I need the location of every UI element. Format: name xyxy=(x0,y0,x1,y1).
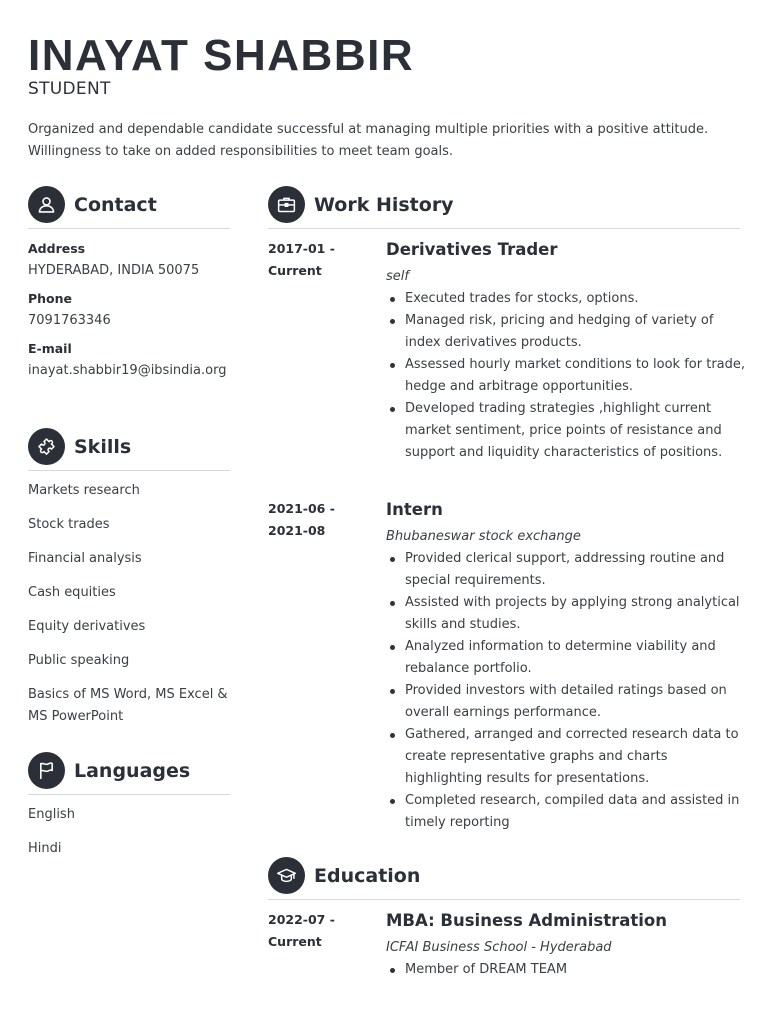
company-name: self xyxy=(386,269,409,284)
person-icon xyxy=(28,186,65,223)
bullet-item: Executed trades for stocks, options. xyxy=(386,288,746,310)
education-bullets xyxy=(386,959,746,981)
bullet-item: Completed research, compiled data and assisted in timely reporting xyxy=(386,790,746,834)
phone-value: 7091763346 xyxy=(28,313,111,328)
work-history-section-header xyxy=(268,186,740,229)
job-bullets xyxy=(386,548,746,834)
address-label: Address xyxy=(28,241,86,256)
school-name: ICFAI Business School - Hyderabad xyxy=(386,940,612,955)
candidate-role: STUDENT xyxy=(28,79,111,99)
skill-item: Cash equities xyxy=(28,585,116,600)
bullet-item: Gathered, arranged and corrected research data to create representative graphs and charts highlighting results for presentations. xyxy=(386,724,746,790)
skills-list xyxy=(28,480,233,740)
email-value: inayat.shabbir19@ibsindia.org xyxy=(28,363,227,378)
date-start: 2022-07 - xyxy=(268,912,335,927)
phone-label: Phone xyxy=(28,291,73,306)
education-title: Education xyxy=(314,864,421,887)
date-end: Current xyxy=(268,934,322,949)
bullet-item: Assisted with projects by applying strong analytical skills and studies. xyxy=(386,592,746,636)
bullet-item: Member of DREAM TEAM xyxy=(386,959,746,981)
flag-icon xyxy=(28,752,65,789)
contact-section-header xyxy=(28,186,230,229)
bullet-item: Developed trading strategies ,highlight current market sentiment, price points of resistance and support and liquidity characteristics of positions. xyxy=(386,398,746,464)
bullet-item: Analyzed information to determine viability and rebalance portfolio. xyxy=(386,636,746,680)
candidate-name: INAYAT SHABBIR xyxy=(28,31,415,80)
skill-item: Basics of MS Word, MS Excel & MS PowerPoint xyxy=(28,687,228,724)
job-title: Intern xyxy=(386,500,443,519)
bullet-item: Managed risk, pricing and hedging of variety of index derivatives products. xyxy=(386,310,746,354)
job-title: Derivatives Trader xyxy=(386,240,558,259)
skills-section-header xyxy=(28,428,230,471)
skill-item: Financial analysis xyxy=(28,551,142,566)
summary-text: Organized and dependable candidate successful at managing multiple priorities with a positive attitude. Willingness to take on added responsibilities to meet team goals. xyxy=(28,122,709,159)
skill-item: Public speaking xyxy=(28,653,130,668)
bullet-item: Provided clerical support, addressing routine and special requirements. xyxy=(386,548,746,592)
education-date xyxy=(268,909,363,953)
bullet-item: Provided investors with detailed ratings based on overall earnings performance. xyxy=(386,680,746,724)
skill-item: Markets research xyxy=(28,483,140,498)
language-item: English xyxy=(28,807,75,822)
languages-list xyxy=(28,804,233,872)
language-item: Hindi xyxy=(28,841,62,856)
date-end: Current xyxy=(268,263,322,278)
skill-item: Equity derivatives xyxy=(28,619,146,634)
date-start: 2017-01 - xyxy=(268,241,335,256)
contact-details xyxy=(28,238,233,388)
address-value: HYDERABAD, INDIA 50075 xyxy=(28,263,200,278)
puzzle-icon xyxy=(28,428,65,465)
company-name: Bhubaneswar stock exchange xyxy=(386,529,581,544)
languages-title: Languages xyxy=(74,759,191,782)
skill-item: Stock trades xyxy=(28,517,110,532)
skills-title: Skills xyxy=(74,435,132,458)
languages-section-header xyxy=(28,752,230,795)
job-bullets xyxy=(386,288,746,464)
degree-title: MBA: Business Administration xyxy=(386,911,667,930)
work-date xyxy=(268,238,363,282)
date-start: 2021-06 - xyxy=(268,501,335,516)
email-label: E-mail xyxy=(28,341,72,356)
education-section-header xyxy=(268,857,740,900)
bullet-item: Assessed hourly market conditions to look for trade, hedge and arbitrage opportunities. xyxy=(386,354,746,398)
work-history-title: Work History xyxy=(314,193,454,216)
contact-title: Contact xyxy=(74,193,157,216)
briefcase-icon xyxy=(268,186,305,223)
date-end: 2021-08 xyxy=(268,523,326,538)
graduation-cap-icon xyxy=(268,857,305,894)
work-date xyxy=(268,498,363,542)
